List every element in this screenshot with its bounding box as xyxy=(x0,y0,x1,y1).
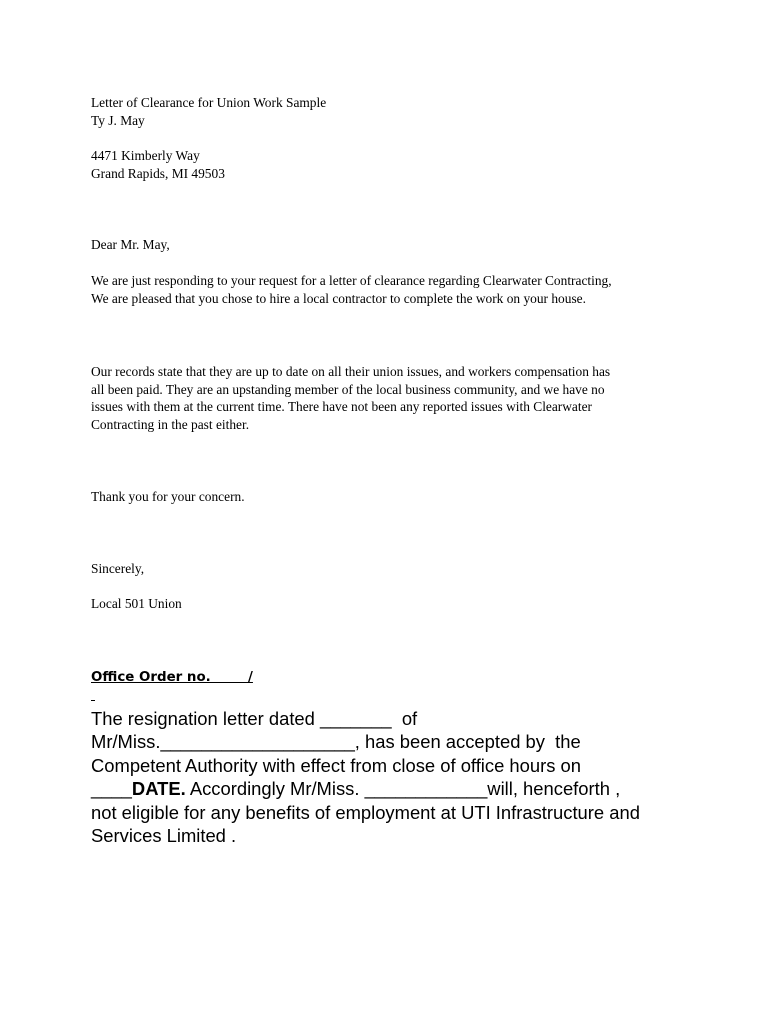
paragraph-records xyxy=(91,363,610,434)
order-line: The resignation letter dated _______ of xyxy=(91,708,418,729)
signature: Local 501 Union xyxy=(91,596,182,611)
stray-underscore xyxy=(91,700,95,701)
paragraph-line: Contracting in the past either. xyxy=(91,417,250,433)
order-line-rest: Accordingly Mr/Miss. ____________will, henceforth , xyxy=(185,778,621,800)
order-line-date xyxy=(91,777,640,800)
thanks-line: Thank you for your concern. xyxy=(91,489,245,504)
date-blank: ____ xyxy=(91,778,132,800)
paragraph-request xyxy=(91,272,612,307)
address-line-1: 4471 Kimberly Way xyxy=(91,148,200,163)
order-line: Services Limited . xyxy=(91,825,237,847)
recipient-name: Ty J. May xyxy=(91,113,145,128)
paragraph-line: We are pleased that you chose to hire a local contractor to complete the work on your house. xyxy=(91,290,586,306)
office-order-body xyxy=(91,707,640,847)
order-line: not eligible for any benefits of employment at UTI Infrastructure and xyxy=(91,801,640,823)
salutation: Dear Mr. May, xyxy=(91,237,170,252)
paragraph-line: all been paid. They are an upstanding member of the local business community, and we have no xyxy=(91,381,605,397)
address-line-2: Grand Rapids, MI 49503 xyxy=(91,166,225,181)
paragraph-line: issues with them at the current time. There have not been any reported issues with Clearwater xyxy=(91,399,592,415)
order-line: Mr/Miss.___________________, has been accepted by the xyxy=(91,731,581,753)
paragraph-line: Our records state that they are up to date on all their union issues, and workers compensation has xyxy=(91,364,611,379)
date-label: DATE. xyxy=(131,778,186,800)
order-line: Competent Authority with effect from close of office hours on xyxy=(91,754,581,776)
letter-title: Letter of Clearance for Union Work Sample xyxy=(91,95,327,110)
paragraph-line: We are just responding to your request for a letter of clearance regarding Clearwater Contracting, xyxy=(91,273,612,288)
office-order-heading: Office Order no. / xyxy=(91,670,253,685)
closing: Sincerely, xyxy=(91,561,145,576)
